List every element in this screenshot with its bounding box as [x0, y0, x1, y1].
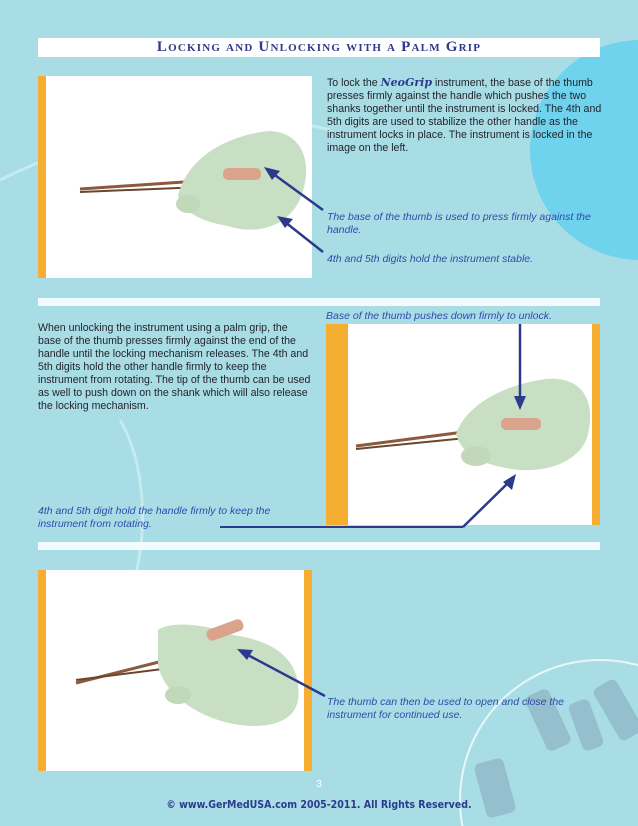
- page-title: Locking and Unlocking with a Palm Grip: [156, 39, 482, 55]
- brand-neogrip: NeoGrip: [380, 76, 433, 89]
- arrow-head-5: [237, 649, 253, 660]
- page-number: 3: [316, 779, 322, 790]
- copyright-footer: © www.GerMedUSA.com 2005-2011. All Rights Reserved.: [166, 799, 472, 811]
- caption-thumb-press: The base of the thumb is used to press firmly against the handle.: [327, 211, 591, 236]
- caption-unlock-digits: 4th and 5th digit hold the handle firmly to keep the instrument from rotating.: [38, 505, 271, 530]
- section1-paragraph: To lock the NeoGrip instrument, the base of the thumb presses firmly against the handle which pushes the two shanks together until the instrument is locked. The 4th and 5th digits are used to stabilize the other handle as the instrument locks in place. The instrument is locked in the image on the left.: [327, 76, 602, 154]
- section2-paragraph: When unlocking the instrument using a palm grip, the base of the thumb presses firmly against the end of the handle until the locking mechanism releases. The 4th and 5th digits hold the other handle firmly to keep the instrument from rotating. The tip of the thumb can be used as well to push down on the shank which will also release the locking mechanism.: [38, 322, 311, 412]
- caption-digits-stable: 4th and 5th digits hold the instrument stable.: [327, 253, 534, 265]
- arrow-line-5: [246, 654, 325, 696]
- caption-unlock-thumb: Base of the thumb pushes down firmly to unlock.: [326, 310, 552, 322]
- caption-open-close: The thumb can then be used to open and close the instrument for continued use.: [327, 696, 565, 721]
